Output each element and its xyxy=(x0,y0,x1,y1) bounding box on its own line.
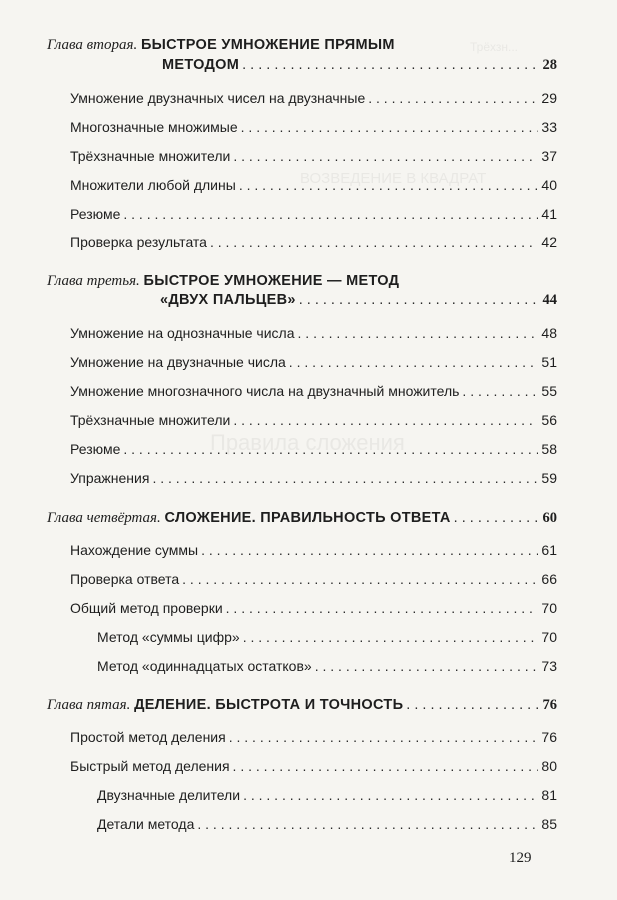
entry-page: 76 xyxy=(541,729,557,745)
toc-entry[interactable] xyxy=(70,469,557,487)
entry-title: Многозначные множимые xyxy=(70,119,238,135)
chapter-4-page: 60 xyxy=(542,510,557,526)
toc-subentry[interactable] xyxy=(97,657,557,675)
entry-page: 66 xyxy=(541,571,557,587)
toc-entry[interactable] xyxy=(70,382,557,400)
entry-page: 58 xyxy=(541,441,557,457)
entry-page: 70 xyxy=(541,600,557,616)
toc-subentry[interactable] xyxy=(97,628,557,646)
chapter-4-lead: Глава четвёртая xyxy=(47,510,158,526)
toc-entry[interactable] xyxy=(70,89,557,107)
chapter-2-entry[interactable] xyxy=(162,56,557,74)
entry-page: 48 xyxy=(541,325,557,341)
entry-page: 55 xyxy=(541,383,557,399)
entry-title: Умножение многозначного числа на двузначный множитель xyxy=(70,383,460,399)
toc-entry[interactable] xyxy=(70,599,557,617)
entry-title: Метод «суммы цифр» xyxy=(97,629,240,645)
toc-entry[interactable] xyxy=(70,757,557,775)
entry-page: 81 xyxy=(541,787,557,803)
entry-page: 37 xyxy=(541,148,557,164)
toc-entry[interactable] xyxy=(70,440,557,458)
chapter-3-lead: Глава третья xyxy=(47,273,137,289)
entry-page: 33 xyxy=(541,119,557,135)
entry-title: Резюме xyxy=(70,206,121,222)
entry-page: 59 xyxy=(541,470,557,486)
chapter-2-title-line1: БЫСТРОЕ УМНОЖЕНИЕ ПРЯМЫМ xyxy=(140,37,395,53)
toc-entry[interactable] xyxy=(70,570,557,588)
toc-entry[interactable] xyxy=(70,541,557,559)
toc-subentry[interactable] xyxy=(97,815,557,833)
chapter-3-entry[interactable] xyxy=(160,291,557,309)
chapter-2-title-line2: МЕТОДОМ xyxy=(162,57,240,73)
entry-title: Трёхзначные множители xyxy=(70,412,231,428)
toc-entry[interactable] xyxy=(70,205,557,223)
page-number: 129 xyxy=(509,850,532,866)
entry-page: 80 xyxy=(541,758,557,774)
chapter-2-heading: Глава вторая. БЫСТРОЕ УМНОЖЕНИЕ ПРЯМЫМ xyxy=(47,37,395,53)
entry-page: 29 xyxy=(541,90,557,106)
chapter-2-lead: Глава вторая xyxy=(47,37,134,53)
chapter-2-page: 28 xyxy=(542,57,557,73)
chapter-3-page: 44 xyxy=(542,292,557,308)
chapter-3-heading: Глава третья. БЫСТРОЕ УМНОЖЕНИЕ — МЕТОД xyxy=(47,273,400,289)
entry-page: 70 xyxy=(541,629,557,645)
entry-page: 56 xyxy=(541,412,557,428)
toc-entry[interactable] xyxy=(70,728,557,746)
chapter-5-lead: Глава пятая xyxy=(47,697,127,713)
entry-title: Умножение на однозначные числа xyxy=(70,325,295,341)
entry-page: 61 xyxy=(541,542,557,558)
entry-title: Трёхзначные множители xyxy=(70,148,231,164)
entry-page: 51 xyxy=(541,354,557,370)
entry-title: Быстрый метод деления xyxy=(70,758,230,774)
chapter-3-title-line2: «ДВУХ ПАЛЬЦЕВ» xyxy=(160,292,296,308)
entry-title: Умножение двузначных чисел на двузначные xyxy=(70,90,366,106)
entry-title: Проверка результата xyxy=(70,234,207,250)
chapter-4-title: СЛОЖЕНИЕ. ПРАВИЛЬНОСТЬ ОТВЕТА xyxy=(164,510,451,526)
chapter-5-title: ДЕЛЕНИЕ. БЫСТРОТА И ТОЧНОСТЬ xyxy=(134,697,404,713)
entry-page: 41 xyxy=(541,206,557,222)
toc-entry[interactable] xyxy=(70,353,557,371)
entry-title: Детали метода xyxy=(97,816,195,832)
toc-entry[interactable] xyxy=(70,118,557,136)
entry-title: Упражнения xyxy=(70,470,150,486)
toc-subentry[interactable] xyxy=(97,786,557,804)
entry-title: Умножение на двузначные числа xyxy=(70,354,286,370)
toc-entry[interactable] xyxy=(70,233,557,251)
entry-page: 73 xyxy=(541,658,557,674)
toc-entry[interactable] xyxy=(70,324,557,342)
chapter-3-title-line1: БЫСТРОЕ УМНОЖЕНИЕ — МЕТОД xyxy=(143,273,400,289)
entry-page: 42 xyxy=(541,234,557,250)
entry-title: Двузначные делители xyxy=(97,787,241,803)
chapter-5-page: 76 xyxy=(542,697,557,713)
entry-title: Нахождение суммы xyxy=(70,542,199,558)
entry-title: Простой метод деления xyxy=(70,729,226,745)
entry-title: Множители любой длины xyxy=(70,177,236,193)
toc-entry[interactable] xyxy=(70,411,557,429)
entry-title: Общий метод проверки xyxy=(70,600,223,616)
chapter-4-entry[interactable]: Глава четвёртая. СЛОЖЕНИЕ. ПРАВИЛЬНОСТЬ ОТВЕТА . . . 60 xyxy=(47,509,557,527)
entry-title: Метод «одиннадцатых остатков» xyxy=(97,658,312,674)
toc-entry[interactable] xyxy=(70,147,557,165)
toc-entry[interactable] xyxy=(70,176,557,194)
entry-page: 40 xyxy=(541,177,557,193)
toc-page: Трёхзн... ВОЗВЕДЕНИЕ В КВАДРАТ Правила сложения Глава вторая. БЫСТРОЕ УМНОЖЕНИЕ ПРЯМЫМ МЕТОДОМ . . . 28 Умножение двузначных чисел на двузначные . . . 29 Многозначные множимые . . . 33 Трёхзначные множители . . . 37 Множители любой длины . . . 40 Резюме . . . 41 Проверка результата . . . 42 Глава третья. БЫСТРОЕ УМНОЖЕНИЕ — МЕТОД «ДВУХ ПАЛЬЦЕВ» . . . 44 Умножение на однозначные числа . . . 48 Умножение на двузначные числа . . . 51 Умножение многозначного числа на двузначный множитель . . . 55 Трёхзначные множители . . . 56 Резюме . . . 58 Упражнения . . . 59 Глава четвёртая. СЛОЖЕНИЕ. ПРАВИЛЬНОСТЬ ОТВЕТА . . . 60 Нахождение суммы . . . 61 Проверка ответа . . . 66 Общий метод проверки . . . 70 Метод «суммы цифр» . . . 70 Метод «одиннадцатых остатков» . . . 73 Глава пятая. ДЕЛЕНИЕ. БЫСТРОТА И ТОЧНОСТЬ . . . 76 Простой метод деления . . . 76 Быстрый метод деления . . . 80 Двузначные делители . . . 81 Детали метода . . . 85 129 xyxy=(0,0,617,900)
entry-page: 85 xyxy=(541,816,557,832)
entry-title: Проверка ответа xyxy=(70,571,180,587)
chapter-5-entry[interactable]: Глава пятая. ДЕЛЕНИЕ. БЫСТРОТА И ТОЧНОСТЬ . . . 76 xyxy=(47,696,557,714)
entry-title: Резюме xyxy=(70,441,121,457)
